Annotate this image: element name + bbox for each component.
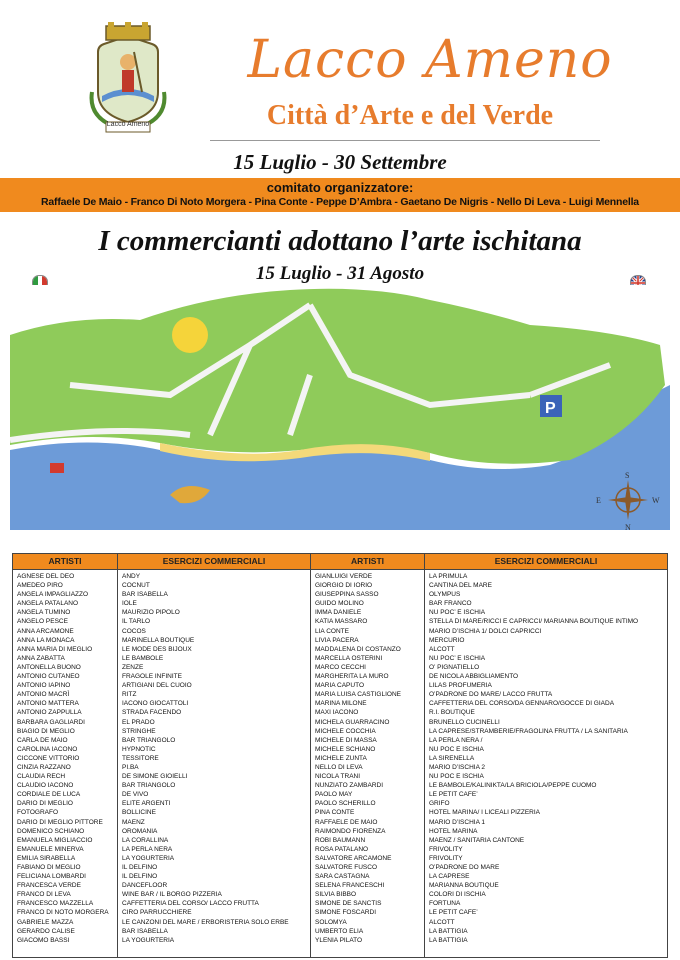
- table-cell: CICCONE VITTORIO: [17, 754, 80, 762]
- table-cell: NU POC’ E ISCHIA: [429, 654, 486, 662]
- table-cell: GIACOMO BASSI: [17, 936, 70, 944]
- table-cell: DARIO DI MEGLIO: [17, 800, 73, 808]
- column-body: [13, 570, 117, 945]
- table-cell: O’PADRONE DO MARE: [429, 864, 500, 871]
- event-dates: 15 Luglio - 30 Settembre: [233, 150, 447, 174]
- table-cell: SALVATORE ARCAMONE: [315, 854, 392, 862]
- table-cell: LA CAPRESE: [429, 873, 470, 881]
- table-cell: LIA CONTE: [315, 627, 349, 635]
- table-cell: MAURIZIO PIPOLO: [122, 609, 180, 617]
- svg-text:N: N: [625, 523, 631, 530]
- table-cell: SELENA FRANCESCHI: [315, 882, 385, 890]
- table-cell: MARIO D’ISCHIA 1/ DOLCI CAPRICCI: [429, 627, 542, 635]
- table-cell: EMANUELA MIGLIACCIO: [17, 836, 93, 844]
- table-cell: MARIA LUISA CASTIGLIONE: [315, 691, 401, 699]
- table-cell: GIANLUIGI VERDE: [315, 573, 373, 580]
- table-cell: COCOS: [122, 627, 146, 635]
- table-cell: NUNZIATO ZAMBARDI: [315, 782, 384, 790]
- table-cell: GERARDO CALISE: [17, 927, 75, 935]
- table-cell: OROMANIA: [122, 827, 158, 835]
- table-cell: BAR FRANCO: [429, 600, 472, 608]
- table-cell: IL DELFINO: [122, 864, 158, 871]
- table-cell: DE SIMONE GIOIELLI: [122, 773, 188, 781]
- table-cell: IL DELFINO: [122, 873, 158, 881]
- table-cell: YLENIA PILATO: [315, 936, 363, 944]
- table-cell: BIAGIO DI MEGLIO: [17, 727, 75, 735]
- table-cell: SILVIA BIBBO: [315, 891, 357, 899]
- table-cell: SIMONE FOSCARDI: [315, 909, 377, 917]
- table-cell: COCNUT: [122, 582, 150, 590]
- table-cell: BAR ISABELLA: [122, 591, 168, 599]
- table-cell: MICHELE DI MASSA: [315, 736, 377, 744]
- table-cell: MARINA MILONE: [315, 700, 367, 708]
- table-column-artists-2: [311, 554, 425, 957]
- table-cell: LILAS PROFUMERIA: [429, 682, 492, 690]
- table-cell: ANNA ARCAMONE: [17, 627, 74, 635]
- committee-band: [0, 178, 680, 212]
- table-cell: FRIVOLITY: [429, 845, 463, 853]
- column-header: ARTISTI: [311, 554, 424, 570]
- table-cell: CANTINA DEL MARE: [429, 582, 492, 590]
- column-body: [118, 570, 310, 945]
- table-cell: CAFFETTERIA DEL CORSO/ LACCO FRUTTA: [122, 900, 259, 908]
- column-header: ARTISTI: [13, 554, 117, 570]
- table-cell: CINZIA RAZZANO: [17, 763, 71, 771]
- table-cell: ANDY: [122, 573, 141, 580]
- table-cell: STRADA FACENDO: [122, 709, 182, 717]
- table-cell: CARLA DE MAIO: [17, 736, 68, 744]
- crest-label: Lacco Ameno: [106, 121, 150, 128]
- svg-text:S: S: [625, 471, 630, 480]
- table-cell: LA SIRENELLA: [429, 754, 475, 762]
- table-cell: BAR TRIANGOLO: [122, 736, 176, 744]
- table-cell: LA PERLA NERA: [122, 845, 173, 853]
- table-cell: ANTONIO CUTANEO: [17, 673, 80, 681]
- table-cell: MADDALENA DI COSTANZO: [315, 645, 401, 653]
- table-cell: MARIO D’ISCHIA 2: [429, 763, 485, 771]
- table-cell: LA CORALLINA: [122, 836, 169, 844]
- page-title: Lacco Ameno: [247, 30, 613, 90]
- table-cell: NU POC E ISCHIA: [429, 745, 484, 753]
- table-cell: BAR TRIANGOLO: [122, 782, 176, 790]
- headline: I commercianti adottano l’arte ischitana: [98, 225, 582, 257]
- table-cell: LA BATTIGIA: [429, 936, 468, 944]
- table-cell: FELICIANA LOMBARDI: [17, 873, 86, 881]
- table-cell: ANTONIO MATTERA: [17, 700, 79, 708]
- table-cell: IL TARLO: [122, 618, 151, 626]
- table-cell: ANGELA PATALANO: [17, 600, 79, 608]
- table-cell: UMBERTO ELIA: [315, 927, 364, 935]
- table-cell: O’ PIGNATIELLO: [429, 663, 480, 671]
- table-cell: STRINGHE: [122, 727, 156, 735]
- table-cell: EL PRADO: [122, 718, 155, 726]
- table-cell: BRUNELLO CUCINELLI: [429, 718, 500, 726]
- table-cell: MARIA CAPUTO: [315, 682, 365, 690]
- table-cell: GIUSEPPINA SASSO: [315, 591, 379, 599]
- table-column-artists-1: [13, 554, 118, 957]
- table-cell: NU POC’ E ISCHIA: [429, 609, 486, 617]
- table-cell: ALCOTT: [429, 645, 455, 653]
- table-cell: RAFFAELE DE MAIO: [315, 818, 378, 826]
- table-cell: CLAUDIO IACONO: [17, 782, 74, 790]
- svg-text:W: W: [652, 496, 660, 505]
- table-cell: LE BAMBOLE: [122, 654, 164, 662]
- table-cell: O’PADRONE DO MARE/ LACCO FRUTTA: [429, 691, 553, 699]
- table-cell: ROBI BAUMANN: [315, 836, 366, 844]
- table-cell: ROSA PATALANO: [315, 845, 369, 853]
- title-divider: [210, 140, 600, 141]
- town-map: [10, 285, 670, 530]
- header: [0, 0, 680, 150]
- table-cell: MARIANNA BOUTIQUE: [429, 882, 499, 890]
- table-cell: HOTEL MARINA: [429, 827, 478, 835]
- table-cell: MERCURIO: [429, 636, 465, 644]
- svg-text:E: E: [596, 496, 601, 505]
- table-cell: CLAUDIA RECH: [17, 773, 66, 781]
- table-cell: FOTOGRAFO: [17, 809, 59, 817]
- table-cell: ANGELO PESCE: [17, 618, 68, 626]
- table-cell: SOLOMYA: [315, 918, 347, 926]
- svg-text:P: P: [545, 400, 556, 417]
- table-cell: COLORI DI ISCHIA: [429, 891, 486, 899]
- table-cell: OLYMPUS: [429, 591, 461, 599]
- table-cell: MARCELLA OSTERINI: [315, 654, 383, 662]
- table-cell: DARIO DI MEGLIO PITTORE: [17, 818, 103, 826]
- table-column-shops-1: [118, 554, 311, 957]
- table-cell: MICHELE ZUNTA: [315, 754, 367, 762]
- table-cell: GRIFO: [429, 800, 450, 808]
- committee-title: comitato organizzatore:: [266, 180, 414, 195]
- table-cell: BAR ISABELLA: [122, 927, 168, 935]
- town-crest-icon: [88, 22, 168, 134]
- table-cell: LA CAPRESE/STRAMBERIE/FRAGOLINA FRUTTA / LA SANITARIA: [429, 727, 628, 735]
- table-cell: CAFFETTERIA DEL CORSO/DA GENNARO/GOCCE DI GIADA: [429, 700, 615, 708]
- table-cell: BOLLICINE: [122, 809, 156, 817]
- table-cell: MARCO CECCHI: [315, 663, 366, 671]
- table-cell: MARIO D’ISCHIA 1: [429, 818, 485, 826]
- table-cell: EMILIA SIRABELLA: [17, 854, 76, 862]
- table-cell: MAENZ: [122, 818, 145, 826]
- table-cell: ANNA MARIA DI MEGLIO: [17, 645, 93, 653]
- table-cell: FORTUNA: [429, 900, 461, 908]
- table-cell: LE BAMBOLE/KALINIKTA/LA BRICIOLA/PEPPE CUOMO: [429, 782, 597, 790]
- table-cell: IOLE: [122, 600, 137, 608]
- table-cell: BARBARA GAGLIARDI: [17, 718, 85, 726]
- table-cell: FRANCO DI NOTO MORGERA: [17, 909, 109, 917]
- table-cell: EMANUELE MINERVA: [17, 845, 84, 853]
- table-cell: HOTEL MARINA/ I LICEALI PIZZERIA: [429, 809, 541, 817]
- table-cell: PI.BA: [122, 763, 139, 771]
- table-cell: DE NICOLA ABBIGLIAMENTO: [429, 673, 519, 681]
- table-cell: LIVIA PACERA: [315, 636, 359, 644]
- column-header: ESERCIZI COMMERCIALI: [425, 554, 667, 570]
- table-cell: GABRIELE MAZZA: [17, 918, 74, 926]
- table-cell: ZENZE: [122, 663, 144, 671]
- table-cell: LE PETIT CAFE’: [429, 909, 478, 917]
- table-cell: MARGHERITA LA MURO: [315, 673, 389, 681]
- table-cell: LE PETIT CAFE’: [429, 791, 478, 799]
- esso-sign: [50, 463, 64, 473]
- table-cell: ANTONIO MACRÌ: [17, 691, 70, 699]
- table-cell: RITZ: [122, 691, 137, 699]
- table-cell: ANTONELLA BUONO: [17, 663, 81, 671]
- table-cell: FRANCESCA VERDE: [17, 882, 81, 890]
- table-cell: AGNESE DEL DEO: [17, 573, 75, 580]
- table-cell: WINE BAR / IL BORGO PIZZERIA: [122, 891, 222, 899]
- table-cell: LE CANZONI DEL MARE / ERBORISTERIA SOLO ERBE: [122, 918, 289, 926]
- table-cell: SALVATORE FUSCO: [315, 864, 378, 871]
- table-cell: NICOLA TRANI: [315, 773, 361, 781]
- table-cell: LA PRIMULA: [429, 573, 468, 580]
- table-cell: FRANCESCO MAZZELLA: [17, 900, 94, 908]
- table-cell: FABIANO DI MEGLIO: [17, 864, 81, 871]
- table-cell: MARINELLA BOUTIQUE: [122, 636, 195, 644]
- table-cell: MICHELA GUARRACINO: [315, 718, 390, 726]
- table-cell: MICHELE SCHIANO: [315, 745, 376, 753]
- table-cell: ANGELA TUMINO: [17, 609, 71, 617]
- table-cell: NELLO DI LEVA: [315, 763, 363, 771]
- table-cell: RAIMONDO FIORENZA: [315, 827, 386, 835]
- table-cell: CORDIALE DE LUCA: [17, 791, 81, 799]
- table-cell: PAOLO MAY: [315, 791, 353, 799]
- table-cell: CIRO PARRUCCHIERE: [122, 909, 192, 917]
- table-cell: R.I. BOUTIQUE: [429, 709, 475, 717]
- table-cell: LA YOGURTERIA: [122, 936, 175, 944]
- table-cell: TESSITORE: [122, 754, 159, 762]
- column-body: [311, 570, 424, 945]
- table-cell: DE VIVO: [122, 791, 149, 799]
- table-cell: GUIDO MOLINO: [315, 600, 364, 608]
- table-cell: SARA CASTAGNA: [315, 873, 370, 881]
- committee-members: Raffaele De Maio - Franco Di Noto Morgera - Pina Conte - Peppe D’Ambra - Gaetano De Nigris - Nello Di Leva - Luigi Mennella: [41, 196, 639, 208]
- table-cell: DANCEFLOOR: [122, 882, 168, 890]
- table-cell: ANTONIO IAPINO: [17, 682, 71, 690]
- table-cell: LA PERLA NERA /: [429, 736, 483, 744]
- table-cell: IMMA DANIELE: [315, 609, 362, 617]
- table-cell: MICHELE COCCHIA: [315, 727, 376, 735]
- table-cell: ARTIGIANI DEL CUOIO: [122, 682, 192, 690]
- column-body: [425, 570, 667, 945]
- table-cell: LA BATTIGIA: [429, 927, 468, 935]
- table-cell: HYPNOTIC: [122, 745, 156, 753]
- table-cell: IACONO GIOCATTOLI: [122, 700, 189, 708]
- table-cell: FRIVOLITY: [429, 854, 463, 862]
- table-cell: KATIA MASSARO: [315, 618, 368, 626]
- table-cell: LA YOGURTERIA: [122, 854, 175, 862]
- table-cell: NU POC E ISCHIA: [429, 773, 484, 781]
- table-cell: LE MODE DES BIJOUX: [122, 645, 192, 653]
- table-cell: ANNA ZABATTA: [17, 654, 65, 662]
- table-cell: STELLA DI MARE/RICCI E CAPRICCI/ MARIANNA BOUTIQUE INTIMO: [429, 618, 639, 626]
- table-cell: AMEDEO PIRO: [17, 582, 63, 590]
- artists-shops-table: [12, 553, 668, 958]
- page-subtitle: Città d’Arte e del Verde: [266, 100, 554, 131]
- table-cell: ANNA LA MONACA: [17, 636, 75, 644]
- table-cell: SIMONE DE SANCTIS: [315, 900, 382, 908]
- table-cell: MAXI IACONO: [315, 709, 359, 717]
- column-header: ESERCIZI COMMERCIALI: [118, 554, 310, 570]
- table-cell: ALCOTT: [429, 918, 455, 926]
- table-cell: ELITE ARGENTI: [122, 800, 171, 808]
- table-cell: ANGELA IMPAGLIAZZO: [17, 591, 89, 599]
- table-cell: MAENZ / SANITARIA CANTONE: [429, 836, 525, 844]
- table-cell: PAOLO SCHERILLO: [315, 800, 376, 808]
- table-cell: DOMENICO SCHIANO: [17, 827, 85, 835]
- table-cell: GIORGIO DI IORIO: [315, 582, 373, 590]
- table-cell: PINA CONTE: [315, 809, 355, 817]
- table-cell: FRANCO DI LEVA: [17, 891, 71, 899]
- sun-icon: [172, 317, 208, 353]
- headline-dates: 15 Luglio - 31 Agosto: [255, 263, 425, 284]
- table-cell: CAROLINA IACONO: [17, 745, 78, 753]
- table-cell: FRAGOLE INFINITE: [122, 673, 182, 681]
- table-column-shops-2: [425, 554, 667, 957]
- table-cell: ANTONIO ZAPPULLA: [17, 709, 82, 717]
